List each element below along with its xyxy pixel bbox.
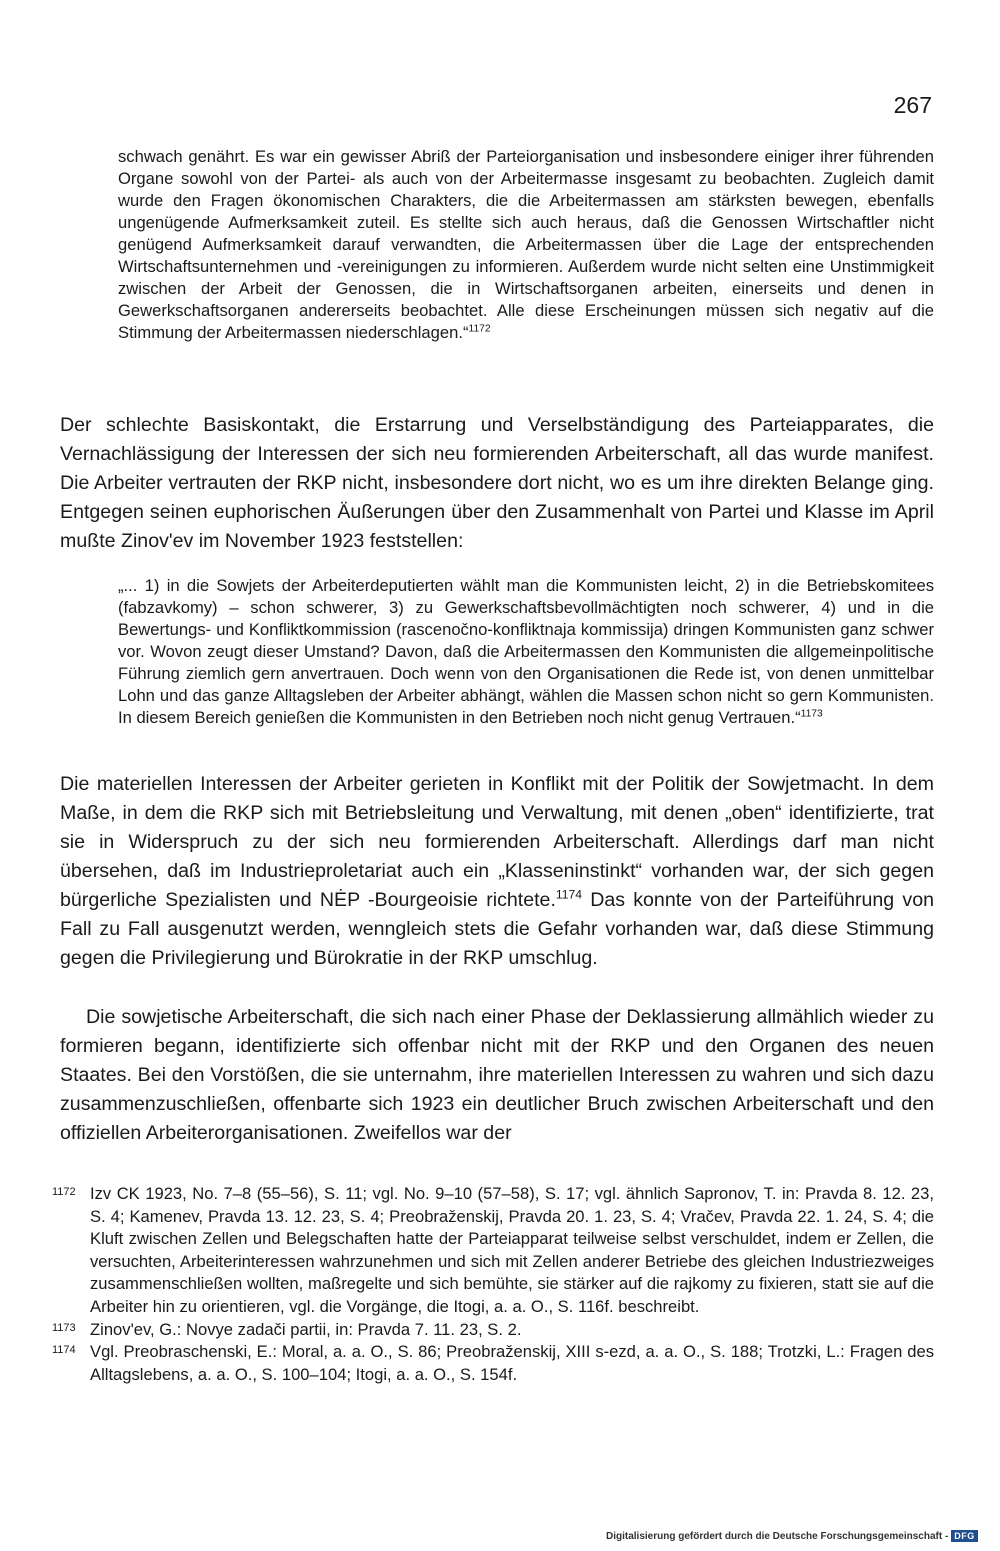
- paragraph-1-text: Der schlechte Basiskontakt, die Erstarrung und Verselbständigung des Parteiapparates, die Vernachlässigung der Interessen der sich neu formierenden Arbeiterschaft, all das wurde manifest. Die Arbeiter vertrauten der RKP nicht, insbesondere dort nicht, wo es um ihre direkten Belange ging. Entgegen seinen euphorischen Äußerungen über den Zusammenhalt von Partei und Klasse im April mußte Zinov'ev im November 1923 feststellen:: [60, 414, 934, 552]
- block-quote-1-body: schwach genährt. Es war ein gewisser Abriß der Parteiorganisation und insbesondere einiger ihrer führenden Organe sowohl von der Partei- als auch von der Arbeitermasse insgesamt zu beobachten. Zugleich damit wurde den Fragen ökonomischen Charakters, die die Arbeitermassen am stärksten bewegen, ebenfalls ungenügende Aufmerksamkeit zuteil. Es stellte sich auch heraus, daß die Genossen Wirtschaftler nicht genügend Aufmerksamkeit darauf verwandten, die Arbeitermassen über die Lage der entsprechenden Wirtschaftsunternehmen und -vereinigungen zu informieren. Außerdem wurde nicht selten eine Unstimmigkeit zwischen der Arbeit der Genossen, die in Wirtschaftsorganen arbeiten, einerseits und denen in Gewerkschaftsorganen andererseits beobachtet. Alle diese Erscheinungen müssen sich negativ auf die Stimmung der Arbeitermassen niederschlagen.“: [118, 147, 934, 342]
- paragraph-2-body-a: Die materiellen Interessen der Arbeiter gerieten in Konflikt mit der Politik der Sowjetmacht. In dem Maße, in dem die RKP sich mit Betriebsleitung und Verwaltung, mit denen „oben“ identifizierte, trat sie in Widerspruch zu der sich neu formierenden Arbeiterschaft. Allerdings darf man nicht übersehen, daß im Industrieproletariat auch ein „Klasseninstinkt“ vorhanden war, der sich gegen bürgerliche Spezialisten und NĖP -Bourgeoisie richtete.: [60, 773, 934, 911]
- footnote-number: 1173: [52, 1321, 76, 1334]
- footnote-number: 1172: [52, 1186, 76, 1198]
- paragraph-3: [60, 1003, 934, 1148]
- footnote-text: Izv CK 1923, No. 7–8 (55–56), S. 11; vgl. No. 9–10 (57–58), S. 17; vgl. ähnlich Sapronov, T. in: Pravda 8. 12. 23, S. 4; Kamenev, Pravda 13. 12. 23, S. 4; Preobraženskij, Pravda 20. 1. 23, S. 4; Vračev, Pravda 22. 1. 24, S. 4; die Kluft zwischen Zellen und Belegschaften hatte der Parteiapparat teilweise selbst verschuldet, indem er Zellen, die versuchten, Arbeiterinteressen wahrzunehmen und sich mit Zellen anderer Betriebe des gleichen Industriezweiges zusammenschließen wollten, maßregelte und sich bemühte, sie stärker auf die rajkomy zu fixieren, statt sie auf die Arbeiter hin zu orientieren, vgl. die Vorgänge, die Itogi, a. a. O., S. 116f. beschreibt.: [90, 1184, 934, 1316]
- footnote-text: Zinov'ev, G.: Novye zadači partii, in: Pravda 7. 11. 23, S. 2.: [90, 1319, 522, 1339]
- footnote-ref-1172: 1172: [468, 323, 491, 335]
- footnote-ref-1173: 1173: [800, 708, 823, 720]
- footnotes: [40, 1183, 934, 1386]
- footnote-text: Vgl. Preobraschenski, E.: Moral, a. a. O., S. 86; Preobraženskij, XIII s-ezd, a. a. O., S. 188; Trotzki, L.: Fragen des Alltagslebens, a. a. O., S. 100–104; Itogi, a. a. O., S. 154f.: [90, 1342, 934, 1384]
- footnote-1172: [40, 1183, 934, 1319]
- digitization-note: [606, 1530, 978, 1542]
- footnote-ref-1174: 1174: [555, 887, 582, 902]
- footnote-1173: [40, 1319, 934, 1342]
- paragraph-3-text: Die sowjetische Arbeiterschaft, die sich nach einer Phase der Deklassierung allmählich wieder zu formieren begann, identifizierte sich offenbar nicht mit der RKP und den Organen des neuen Staates. Bei den Vorstößen, die sie unternahm, ihre materiellen Interessen zu wahren und sich dazu zusammenzuschließen, offenbarte sich 1923 ein deutlicher Bruch zwischen Arbeiterschaft und den offiziellen Arbeiterorganisationen. Zweifellos war der: [60, 1006, 934, 1144]
- footnote-number: 1174: [52, 1344, 76, 1357]
- block-quote-1-text: [118, 146, 934, 344]
- block-quote-2: [118, 575, 934, 729]
- page-number: 267: [893, 92, 932, 118]
- block-quote-2-body: „... 1) in die Sowjets der Arbeiterdeputierten wählt man die Kommunisten leicht, 2) in die Betriebskomitees (fabzavkomy) – schon schwerer, 3) zu Gewerkschaftsbevollmächtigten noch schwerer, 4) und in die Bewertungs- und Konfliktkommission (rascenočno-konfliktnaja kommissija) dringen Kommunisten ganz schwer vor. Wovon zeugt dieser Umstand? Davon, daß die Arbeitermassen den Kommunisten die allgemeinpolitische Führung ziemlich gern anvertrauen. Doch wenn von den Organisationen die Rede ist, von denen unmittelbar Lohn und das ganze Alltagsleben der Arbeiter abhängt, wählen die Massen schon nicht so gern Kommunisten. In diesem Bereich genießen die Kommunisten in den Betrieben noch nicht genug Vertrauen.“: [118, 576, 934, 727]
- footnote-1174: [40, 1341, 934, 1386]
- digitization-note-text: Digitalisierung gefördert durch die Deutsche Forschungsgemeinschaft -: [606, 1530, 949, 1542]
- paragraph-2-body-b: Das konnte von der Parteiführung von Fall zu Fall ausgenutzt werden, wenngleich stets die Gefahr vorhanden war, daß diese Stimmung gegen die Privilegierung und Bürokratie in der RKP umschlug.: [60, 889, 934, 969]
- paragraph-2-text: [60, 770, 934, 973]
- dfg-logo: DFG: [951, 1530, 978, 1542]
- paragraph-1: [60, 411, 934, 556]
- block-quote-1: [118, 146, 934, 344]
- block-quote-2-text: [118, 575, 934, 729]
- paragraph-2: [60, 770, 934, 973]
